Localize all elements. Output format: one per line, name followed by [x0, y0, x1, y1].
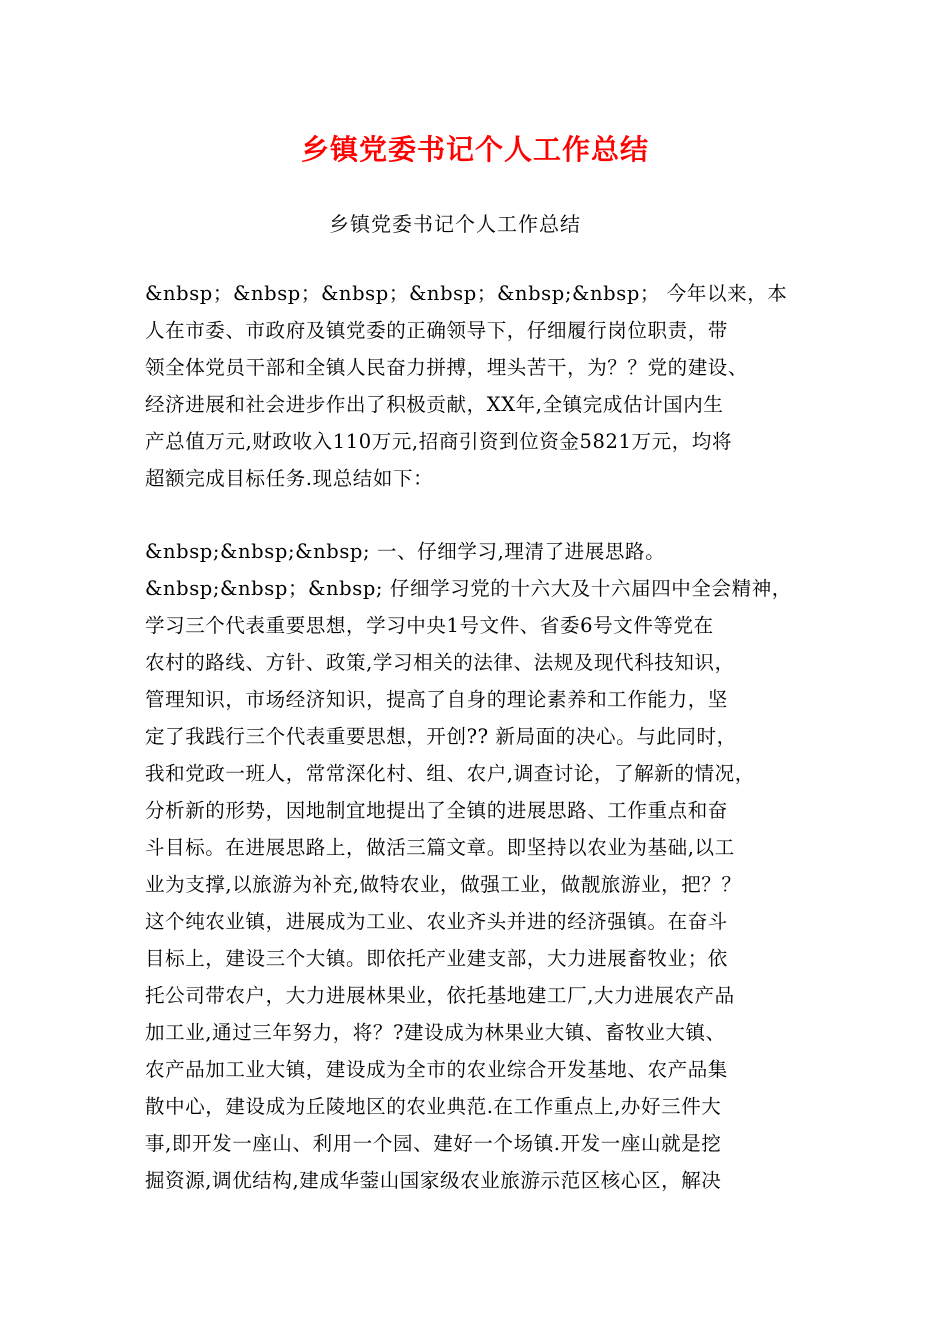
text-line: 定了我践行三个代表重要思想，开创?? 新局面的决心。与此同时，: [145, 725, 737, 748]
text-line: 托公司带农户，大力进展林果业，依托基地建工厂,大力进展农产品: [145, 984, 735, 1007]
text-line: 学习三个代表重要思想，学习中央1号文件、省委6号文件等党在: [145, 614, 714, 637]
document-subtitle: 乡镇党委书记个人工作总结: [329, 212, 581, 236]
text-line: 农村的路线、方针、政策,学习相关的法律、法规及现代科技知识，: [145, 651, 735, 674]
text-line: 这个纯农业镇，进展成为工业、农业齐头并进的经济强镇。在奋斗: [145, 910, 728, 933]
text-line: 领全体党员干部和全镇人民奋力拼搏，埋头苦干，为？？党的建设、: [145, 356, 749, 379]
text-line: 斗目标。在进展思路上，做活三篇文章。即坚持以农业为基础,以工: [145, 836, 735, 859]
text-line: 目标上，建设三个大镇。即依托产业建支部，大力进展畜牧业；依: [145, 947, 728, 970]
text-line: 管理知识，市场经济知识，提高了自身的理论素养和工作能力，坚: [145, 688, 728, 711]
text-line: 加工业,通过三年努力，将？?建设成为林果业大镇、畜牧业大镇、: [145, 1021, 726, 1044]
text-line: 人在市委、市政府及镇党委的正确领导下，仔细履行岗位职责，带: [145, 319, 728, 342]
text-line: &nbsp;&nbsp；&nbsp; 仔细学习党的十六大及十六届四中全会精神，: [145, 577, 792, 600]
text-line: 分析新的形势，因地制宜地提出了全镇的进展思路、工作重点和奋: [145, 799, 728, 822]
text-line: 超额完成目标任务.现总结如下：: [145, 467, 434, 490]
text-line: 产总值万元,财政收入110万元,招商引资到位资金5821万元，均将: [145, 430, 733, 453]
text-line: 农产品加工业大镇，建设成为全市的农业综合开发基地、农产品集: [145, 1058, 728, 1081]
text-line: 业为支撑,以旅游为补充,做特农业，做强工业，做靓旅游业，把？？: [145, 873, 742, 896]
text-line: 经济进展和社会进步作出了积极贡献，XX年,全镇完成估计国内生: [145, 393, 724, 416]
text-line: 散中心，建设成为丘陵地区的农业典范.在工作重点上,办好三件大: [145, 1095, 722, 1118]
text-line: 事,即开发一座山、利用一个园、建好一个场镇.开发一座山就是挖: [145, 1132, 722, 1155]
section-heading: &nbsp;&nbsp;&nbsp; 一、仔细学习,理清了进展思路。: [145, 540, 666, 563]
text-line: &nbsp；&nbsp；&nbsp；&nbsp；&nbsp;&nbsp； 今年以来，本: [145, 282, 788, 305]
text-line: 掘资源,调优结构,建成华蓥山国家级农业旅游示范区核心区，解决: [145, 1169, 722, 1192]
document-title: 乡镇党委书记个人工作总结: [300, 133, 649, 166]
text-line: 我和党政一班人，常常深化村、组、农户,调查讨论，了解新的情况，: [145, 762, 755, 785]
